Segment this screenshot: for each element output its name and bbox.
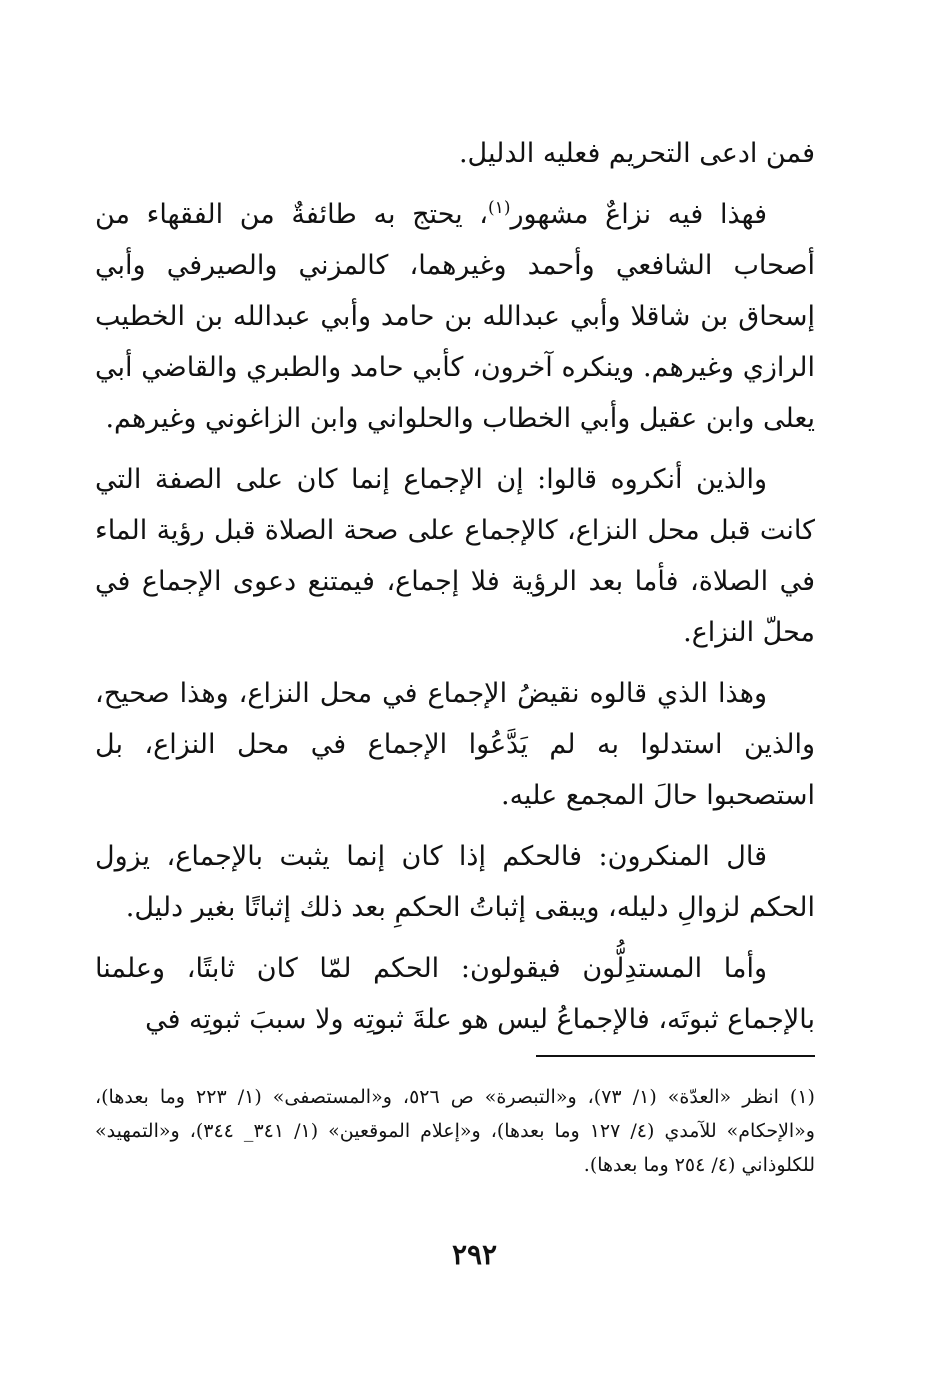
page-number: ٢٩٢ (451, 1238, 498, 1271)
paragraph-2-rest: ، يحتج به طائفةٌ من الفقهاء من أصحاب الشافعي وأحمد وغيرهما، كالمزني والصيرفي وأبي إسحاق بن شاقلا وأبي عبدالله بن حامد وأبي عبدالله بن الخطيب الرازي وغيرهم. وينكره آخرون، كأبي حامد والطبري والقاضي أبي يعلى وابن عقيل وأبي الخطاب والحلواني وابن الزاغوني وغيرهم. (95, 199, 815, 434)
paragraph-3: والذين أنكروه قالوا: إن الإجماع إنما كان على الصفة التي كانت قبل محل النزاع، كالإجماع على صحة الصلاة قبل رؤية الماء في الصلاة، فأما بعد الرؤية فلا إجماع، فيمتنع دعوى الإجماع في محلّ النزاع. (95, 464, 815, 648)
paragraph-1: فمن ادعى التحريم فعليه الدليل. (458, 138, 815, 169)
paragraph-2 (95, 189, 815, 444)
footnote-separator (536, 1055, 815, 1057)
main-text (95, 128, 815, 1055)
footnote-1: (١) انظر «العدّة» (١/ ٧٣)، و«التبصرة» ص ٥٢٦، و«المستصفى» (١/ ٢٢٣ وما بعدها)، و«الإحكام» للآمدي (٤/ ١٢٧ وما بعدها)، و«إعلام الموقعين» (١/ ٣٤١_ ٣٤٤)، و«التمهيد» للكلوذاني (٤/ ٢٥٤ وما بعدها). (95, 1086, 815, 1176)
paragraph-6: وأما المستدِلُّون فيقولون: الحكم لمّا كان ثابتًا، وعلمنا بالإجماع ثبوتَه، فالإجماعُ ليس هو علةَ ثبوتِه ولا سببَ ثبوتِه في (95, 953, 815, 1035)
paragraph-2-start: فهذا فيه نزاعٌ مشهور (510, 199, 768, 230)
paragraph-4: وهذا الذي قالوه نقيضُ الإجماع في محل النزاع، وهذا صحيح، والذين استدلوا به لم يَدَّعُوا الإجماع في محل النزاع، بل استصحبوا حالَ المجمع عليه. (95, 678, 815, 811)
footnotes (95, 1080, 815, 1182)
paragraph-5: قال المنكرون: فالحكم إذا كان إنما يثبت بالإجماع، يزول الحكم لزوالِ دليله، ويبقى إثباتُ الحكمِ بعد ذلك إثباتًا بغير دليل. (95, 841, 815, 923)
footnote-reference: (١) (488, 198, 511, 218)
